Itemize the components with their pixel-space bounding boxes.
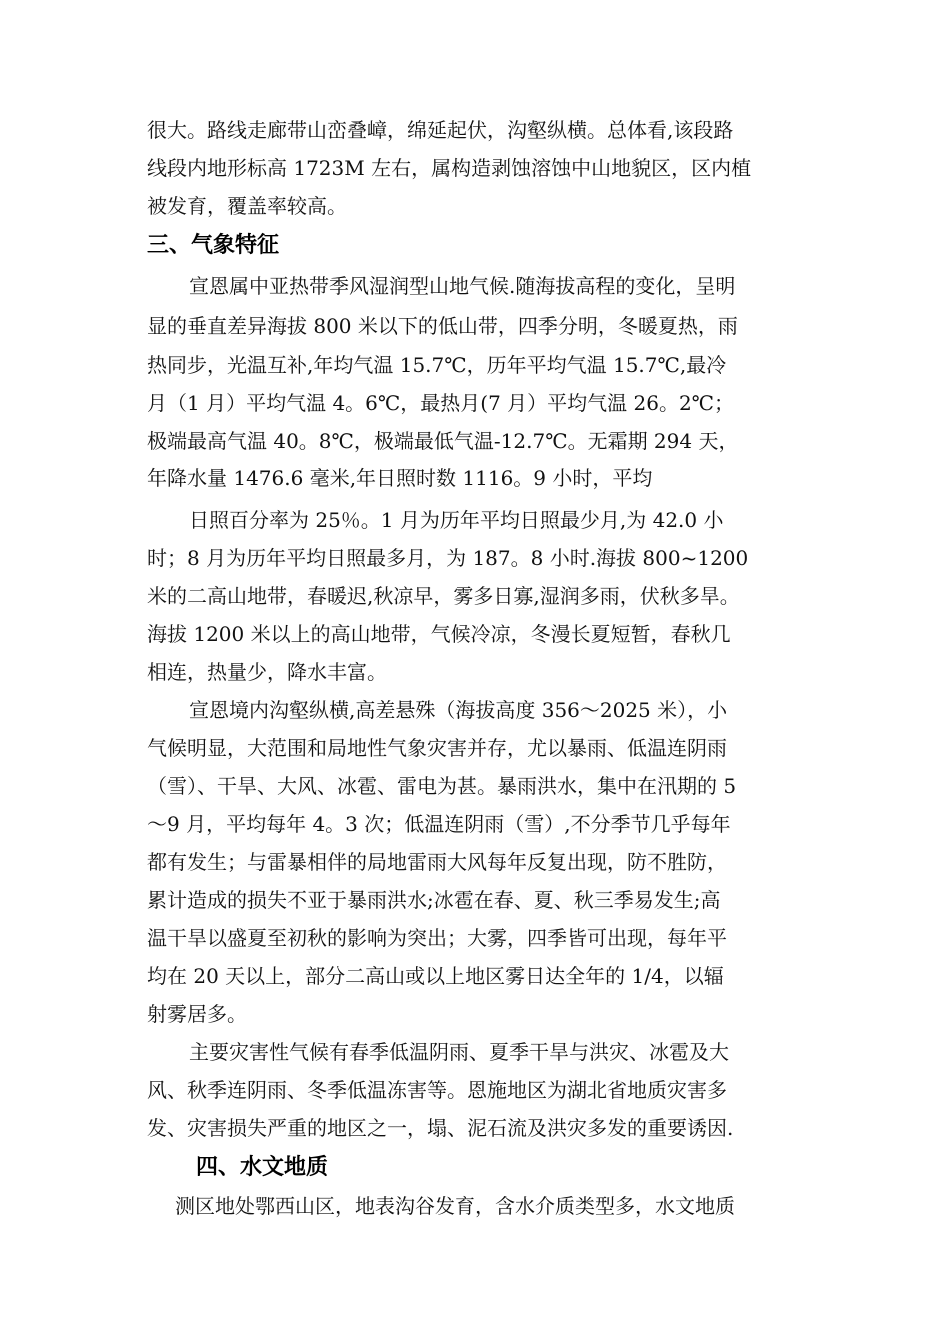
text-line: 极端最高气温 40。8℃，极端最低气温-12.7℃。无霜期 294 天， (147, 429, 739, 453)
text-line: 热同步，光温互补,年均气温 15.7℃，历年平均气温 15.7℃,最冷 (147, 353, 727, 377)
text-line: 均在 20 天以上，部分二高山或以上地区雾日达全年的 1/4，以辐 (147, 964, 724, 988)
text-line: 发、灾害损失严重的地区之一，塌、泥石流及洪灾多发的重要诱因. (147, 1116, 734, 1140)
text-line: 月（1 月）平均气温 4。6℃，最热月(7 月）平均气温 26。2℃； (147, 391, 735, 415)
text-line: 温干旱以盛夏至初秋的影响为突出；大雾，四季皆可出现，每年平 (147, 926, 727, 950)
text-line: 都有发生；与雷暴相伴的局地雷雨大风每年反复出现，防不胜防， (147, 850, 727, 874)
text-line: 很大。路线走廊带山峦叠嶂，绵延起伏，沟壑纵横。总体看,该段路 (147, 118, 734, 142)
text-line: 风、秋季连阴雨、冬季低温冻害等。恩施地区为湖北省地质灾害多 (147, 1078, 727, 1102)
text-line: 被发育，覆盖率较高。 (147, 194, 347, 218)
text-line: 主要灾害性气候有春季低温阴雨、夏季干旱与洪灾、冰雹及大 (189, 1040, 729, 1064)
text-line: 海拔 1200 米以上的高山地带，气候冷凉，冬漫长夏短暂，春秋几 (147, 622, 731, 646)
text-line: 日照百分率为 25％。1 月为历年平均日照最少月,为 42.0 小 (189, 508, 724, 532)
text-line: 相连，热量少，降水丰富。 (147, 660, 387, 684)
text-line: 射雾居多。 (147, 1002, 247, 1026)
text-line: 显的垂直差异海拔 800 米以下的低山带，四季分明，冬暖夏热，雨 (147, 314, 738, 338)
section-heading-3: 三、气象特征 (147, 233, 280, 258)
text-line: 时；8 月为历年平均日照最多月，为 187。8 小时.海拔 800~1200 (147, 546, 749, 570)
text-line: ～9 月，平均每年 4。3 次；低温连阴雨（雪）,不分季节几乎每年 (147, 812, 731, 836)
text-line: 米的二高山地带，春暖迟,秋凉早，雾多日寡,湿润多雨，伏秋多旱。 (147, 584, 740, 608)
text-line: 气候明显，大范围和局地性气象灾害并存，尤以暴雨、低温连阴雨 (147, 736, 727, 760)
section-heading-4: 四、水文地质 (196, 1155, 329, 1180)
text-line: 线段内地形标高 1723M 左右，属构造剥蚀溶蚀中山地貌区，区内植 (147, 156, 752, 180)
text-line: 年降水量 1476.6 毫米,年日照时数 1116。9 小时，平均 (147, 466, 653, 490)
text-line: 宣恩境内沟壑纵横,高差悬殊（海拔高度 356～2025 米），小 (189, 698, 728, 722)
text-line: 累计造成的损失不亚于暴雨洪水;冰雹在春、夏、秋三季易发生;高 (147, 888, 721, 912)
text-line: 测区地处鄂西山区，地表沟谷发育，含水介质类型多，水文地质 (175, 1194, 735, 1218)
text-line: 宣恩属中亚热带季风湿润型山地气候.随海拔高程的变化，呈明 (189, 274, 736, 298)
text-line: （雪）、干旱、大风、冰雹、雷电为甚。暴雨洪水，集中在汛期的 5 (147, 774, 737, 798)
